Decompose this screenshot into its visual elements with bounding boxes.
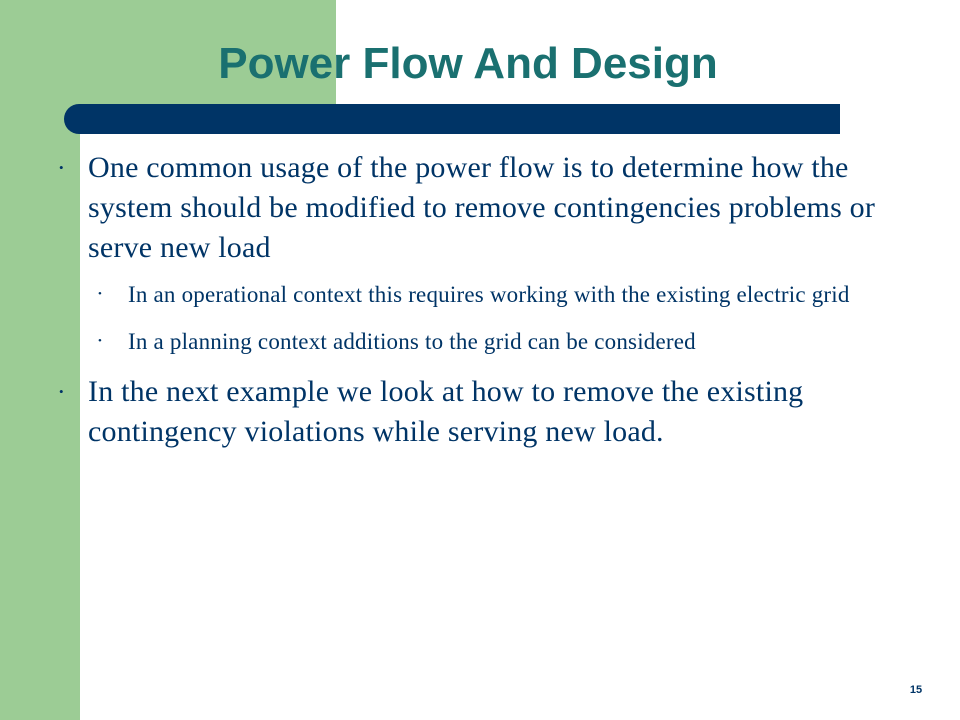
sub-bullet-text: In an operational context this requires working with the existing electric grid — [128, 282, 850, 307]
bullet-text: One common usage of the power flow is to determine how the system should be modified to remove contingencies problems or serve new load — [88, 151, 876, 264]
sub-bullet-list — [88, 278, 932, 358]
slide-content — [52, 148, 932, 462]
sub-bullet-item — [88, 278, 932, 311]
bullet-dot-icon: • — [98, 335, 103, 347]
slide-title: Power Flow And Design — [218, 39, 718, 88]
bullet-dot-icon: • — [59, 160, 64, 175]
bullet-dot-icon: • — [98, 288, 103, 300]
sub-bullet-item — [88, 325, 932, 358]
bullet-text: In the next example we look at how to remove the existing contingency violations while serving new load. — [88, 375, 804, 448]
sub-bullet-text: In a planning context additions to the grid can be considered — [128, 329, 696, 354]
bullet-item — [52, 372, 932, 452]
bullet-item — [52, 148, 932, 358]
bullet-dot-icon: • — [59, 384, 64, 399]
page-number: 15 — [909, 684, 923, 696]
title-underline-bar — [64, 104, 840, 134]
